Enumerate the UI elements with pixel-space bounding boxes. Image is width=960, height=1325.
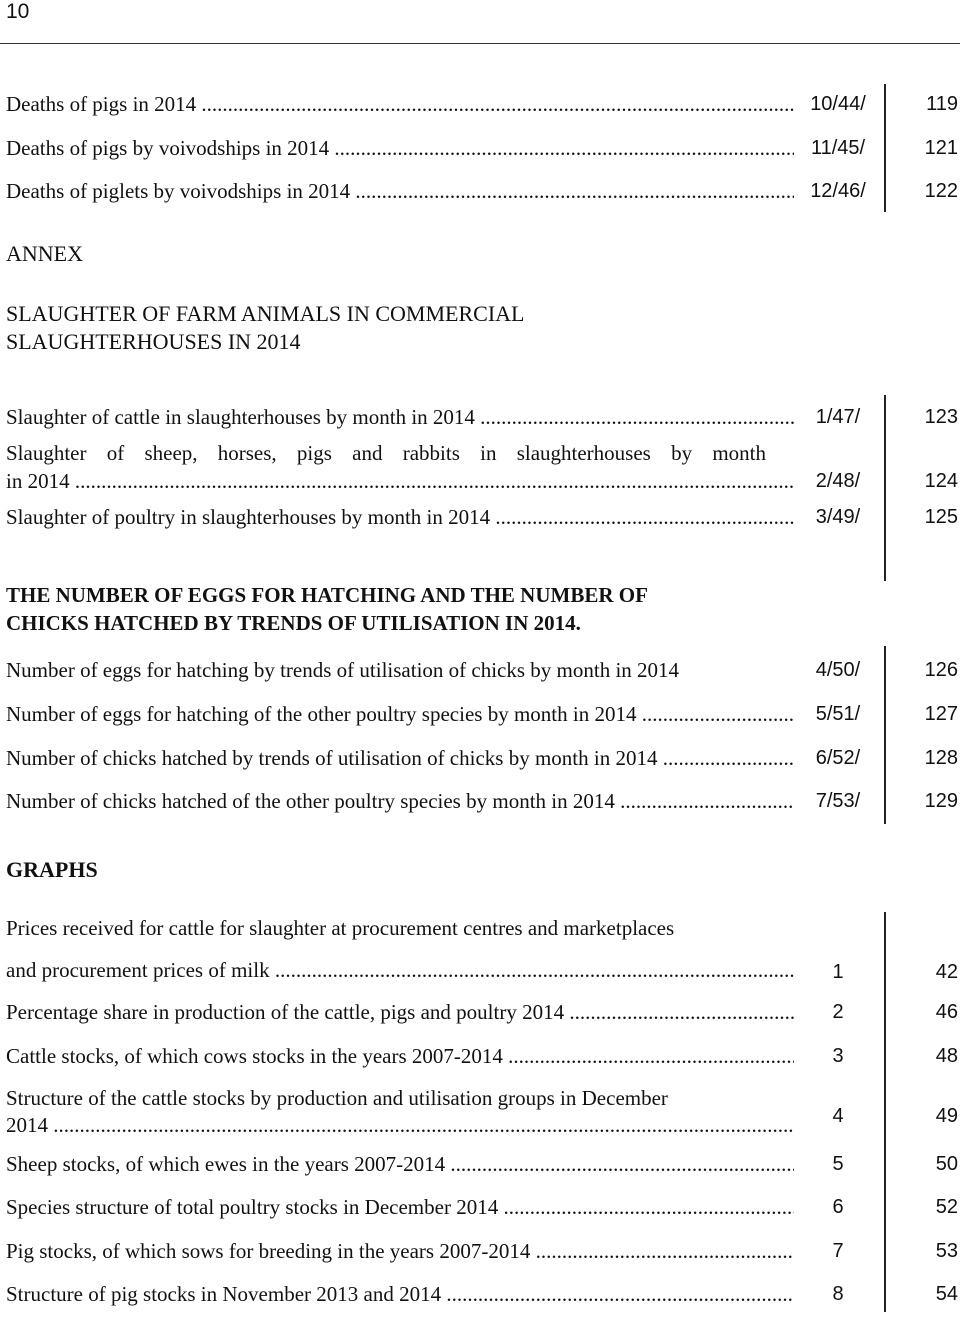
page-ref: 129: [924, 790, 958, 812]
section-heading: [6, 581, 648, 637]
toc-entry[interactable]: [6, 135, 794, 162]
table-ref: 5/51/: [815, 703, 861, 725]
table-ref: 12/46/: [810, 180, 866, 202]
page-ref: 54: [935, 1283, 958, 1305]
section-heading-line: THE NUMBER OF EGGS FOR HATCHING AND THE NUMBER OF: [6, 583, 648, 607]
toc-entry-title: Cattle stocks, of which cows stocks in the years 2007-2014 .....: [6, 1043, 794, 1070]
page-ref: 53: [935, 1240, 958, 1262]
toc-entry[interactable]: [6, 1151, 794, 1178]
page-ref: 46: [935, 1001, 958, 1023]
toc-entry[interactable]: [6, 788, 794, 815]
toc-entry-title: in 2014 .....: [6, 468, 794, 495]
section-heading-line: SLAUGHTERHOUSES IN 2014: [6, 329, 301, 354]
toc-entry[interactable]: [6, 1238, 794, 1265]
page-number: 10: [6, 0, 30, 23]
toc-entry[interactable]: [6, 440, 766, 467]
graphs-heading: GRAPHS: [6, 857, 98, 882]
graph-ref: 7: [832, 1240, 844, 1262]
toc-entry-continued[interactable]: [6, 1112, 794, 1139]
page-ref: 119: [926, 93, 958, 115]
page-ref: 42: [935, 961, 958, 983]
toc-entry[interactable]: [6, 701, 794, 728]
graph-ref: 2: [832, 1001, 844, 1023]
column-divider: [884, 912, 886, 1312]
toc-entry-title: Species structure of total poultry stocks in December 2014 .....: [6, 1194, 794, 1221]
toc-entry[interactable]: [6, 1281, 794, 1308]
toc-entry-title: Slaughter of cattle in slaughterhouses by month in 2014 .....: [6, 404, 794, 431]
page-ref: 125: [924, 506, 958, 528]
page-ref: 52: [935, 1196, 958, 1218]
toc-entry[interactable]: [6, 745, 794, 772]
toc-entry[interactable]: [6, 915, 794, 942]
toc-entry[interactable]: [6, 504, 794, 531]
toc-entry[interactable]: [6, 999, 794, 1026]
toc-entry-title: Percentage share in production of the cattle, pigs and poultry 2014 .....: [6, 999, 794, 1026]
toc-entry[interactable]: [6, 1194, 794, 1221]
section-heading: [6, 300, 524, 356]
table-ref: 6/52/: [815, 747, 861, 769]
page-ref: 49: [935, 1105, 958, 1127]
toc-entry-continued[interactable]: [6, 468, 794, 495]
toc-entry-title: Pig stocks, of which sows for breeding in the years 2007-2014 .....: [6, 1238, 794, 1265]
page-ref: 127: [924, 703, 958, 725]
toc-entry[interactable]: [6, 657, 794, 684]
table-ref: 1/47/: [815, 406, 861, 428]
table-ref: 2/48/: [815, 470, 861, 492]
toc-entry-title: Number of eggs for hatching of the other poultry species by month in 2014 .....: [6, 701, 794, 728]
toc-entry[interactable]: [6, 1043, 794, 1070]
page-ref: 50: [935, 1153, 958, 1175]
page-ref: 48: [935, 1045, 958, 1067]
toc-entry[interactable]: [6, 404, 794, 431]
toc-entry-title: Slaughter of sheep, horses, pigs and rabbits in slaughterhouses by month: [6, 441, 766, 465]
toc-entry-title: Deaths of piglets by voivodships in 2014 .....: [6, 178, 794, 205]
toc-entry-title: Structure of the cattle stocks by production and utilisation groups in December: [6, 1086, 668, 1110]
column-divider: [884, 84, 886, 212]
section-heading-line: SLAUGHTER OF FARM ANIMALS IN COMMERCIAL: [6, 301, 525, 326]
toc-entry-title: Sheep stocks, of which ewes in the years 2007-2014 .....: [6, 1151, 794, 1178]
toc-entry-title: Number of chicks hatched by trends of utilisation of chicks by month in 2014 .....: [6, 745, 794, 772]
graph-ref: 3: [832, 1045, 844, 1067]
column-divider: [884, 395, 886, 581]
page-ref: 128: [924, 747, 958, 769]
toc-entry-title: Deaths of pigs in 2014 .....: [6, 91, 794, 118]
table-ref: 7/53/: [815, 790, 861, 812]
header-rule: [0, 43, 960, 44]
section-heading-line: CHICKS HATCHED BY TRENDS OF UTILISATION IN 2014.: [6, 611, 581, 635]
page-ref: 124: [924, 470, 958, 492]
table-ref: 10/44/: [810, 93, 866, 115]
table-ref: 3/49/: [815, 506, 861, 528]
page-ref: 122: [924, 180, 958, 202]
page-ref: 123: [924, 406, 958, 428]
toc-entry-title: and procurement prices of milk .....: [6, 957, 794, 984]
toc-entry-title: Prices received for cattle for slaughter at procurement centres and marketplaces: [6, 916, 675, 940]
toc-entry[interactable]: [6, 178, 794, 205]
column-divider: [884, 646, 886, 824]
toc-entry[interactable]: [6, 1085, 766, 1112]
toc-entry-title: Number of eggs for hatching by trends of utilisation of chicks by month in 2014: [6, 658, 680, 682]
toc-entry-title: Number of chicks hatched of the other poultry species by month in 2014 .....: [6, 788, 794, 815]
table-ref: 11/45/: [810, 137, 866, 159]
graph-ref: 6: [832, 1196, 844, 1218]
graph-ref: 1: [832, 961, 844, 983]
annex-heading: ANNEX: [6, 241, 83, 266]
graph-ref: 8: [832, 1283, 844, 1305]
table-ref: 4/50/: [815, 659, 861, 681]
toc-entry-title: Slaughter of poultry in slaughterhouses by month in 2014 .....: [6, 504, 794, 531]
graph-ref: 5: [832, 1153, 844, 1175]
toc-entry[interactable]: [6, 91, 794, 118]
page-ref: 126: [924, 659, 958, 681]
toc-entry-title: Structure of pig stocks in November 2013 and 2014 .....: [6, 1281, 794, 1308]
toc-entry-title: Deaths of pigs by voivodships in 2014 .....: [6, 135, 794, 162]
page-ref: 121: [924, 137, 958, 159]
graph-ref: 4: [832, 1105, 844, 1127]
toc-entry-title: 2014 .....: [6, 1112, 794, 1139]
toc-entry-continued[interactable]: [6, 957, 794, 984]
